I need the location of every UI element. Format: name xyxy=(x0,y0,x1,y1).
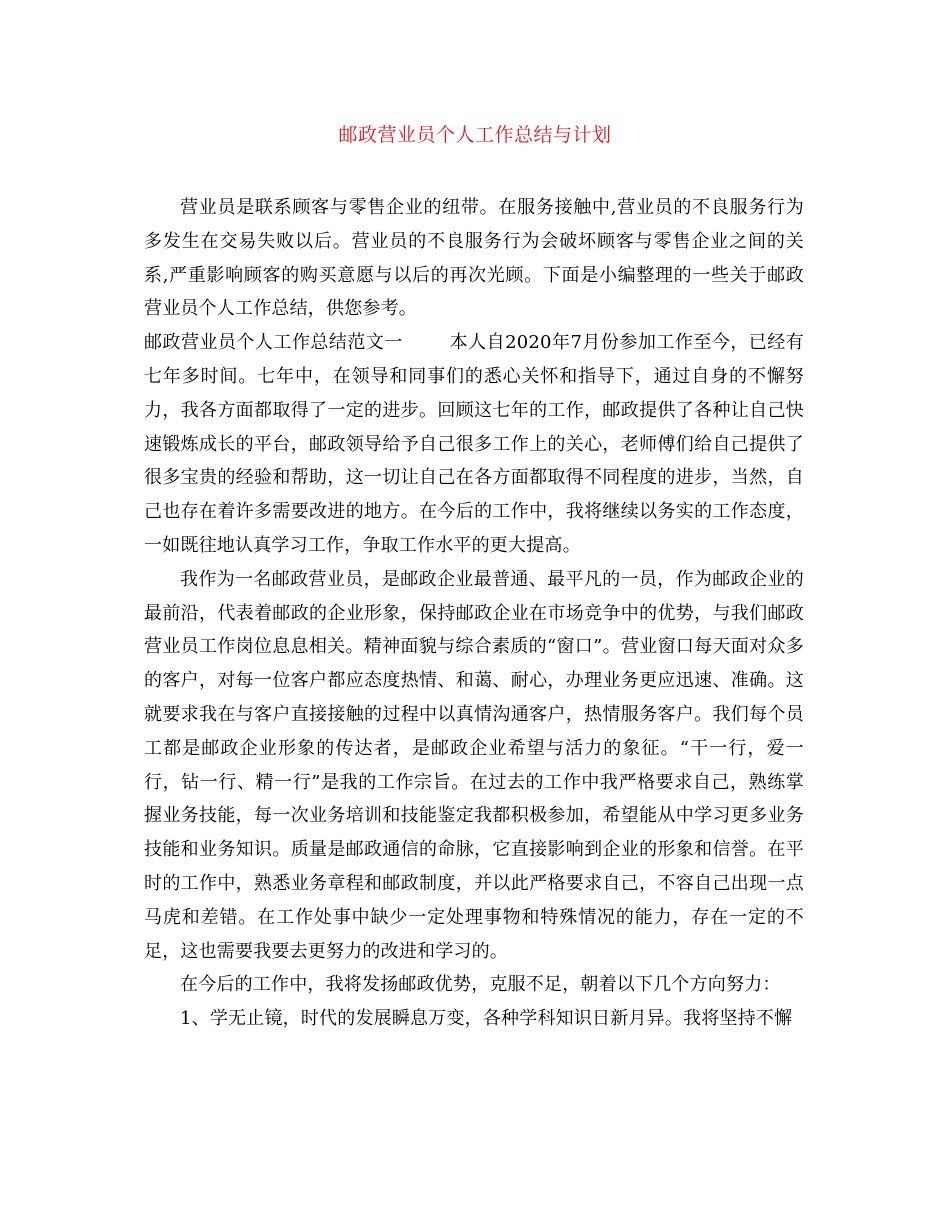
section-heading: 邮政营业员个人工作总结范文一 xyxy=(144,332,403,354)
plan-intro-paragraph: 在今后的工作中，我将发扬邮政优势，克服不足，朝着以下几个方向努力： xyxy=(180,974,781,996)
document-body xyxy=(144,191,804,1036)
plan-item-1: 1、学无止镜，时代的发展瞬息万变，各种学科知识日新月异。我将坚持不懈 xyxy=(180,1008,793,1030)
document-title: 邮政营业员个人工作总结与计划 xyxy=(338,124,612,146)
section-one-paragraph xyxy=(144,326,804,563)
intro-paragraph: 营业员是联系顾客与零售企业的纽带。在服务接触中,营业员的不良服务行为多发生在交易失败以后。营业员的不良服务行为会破坏顾客与零售企业之间的关系,严重影响顾客的购买意愿与以后的再次光顾。下面是小编整理的一些关于邮政营业员个人工作总结，供您参考。 xyxy=(144,197,804,320)
section-one-text: 本人自2020年7月份参加工作至今，已经有七年多时间。七年中，在领导和同事们的悉心关怀和指导下，通过自身的不懈努力，我各方面都取得了一定的进步。回顾这七年的工作，邮政提供了各种让自己快速锻炼成长的平台，邮政领导给予自己很多工作上的关心，老师傅们给自己提供了很多宝贵的经验和帮助，这一切让自己在各方面都取得不同程度的进步，当然，自己也存在着许多需要改进的地方。在今后的工作中，我将继续以务实的工作态度，一如既往地认真学习工作，争取工作水平的更大提高。 xyxy=(144,332,804,556)
body-paragraph: 我作为一名邮政营业员，是邮政企业最普通、最平凡的一员，作为邮政企业的最前沿，代表着邮政的企业形象，保持邮政企业在市场竞争中的优势，与我们邮政营业员工作岗位息息相关。精神面貌与综合素质的“窗口”。营业窗口每天面对众多的客户，对每一位客户都应态度热情、和蔼、耐心，办理业务更应迅速、准确。这就要求我在与客户直接接触的过程中以真情沟通客户，热情服务客户。我们每个员工都是邮政企业形象的传达者，是邮政企业希望与活力的象征。“干一行，爱一行，钻一行、精一行”是我的工作宗旨。在过去的工作中我严格要求自己，熟练掌握业务技能，每一次业务培训和技能鉴定我都积极参加，希望能从中学习更多业务技能和业务知识。质量是邮政通信的命脉，它直接影响到企业的形象和信誉。在平时的工作中，熟悉业务章程和邮政制度，并以此严格要求自己，不容自己出现一点马虎和差错。在工作处事中缺少一定处理事物和特殊情况的能力，存在一定的不足，这也需要我要去更努力的改进和学习的。 xyxy=(144,568,804,962)
